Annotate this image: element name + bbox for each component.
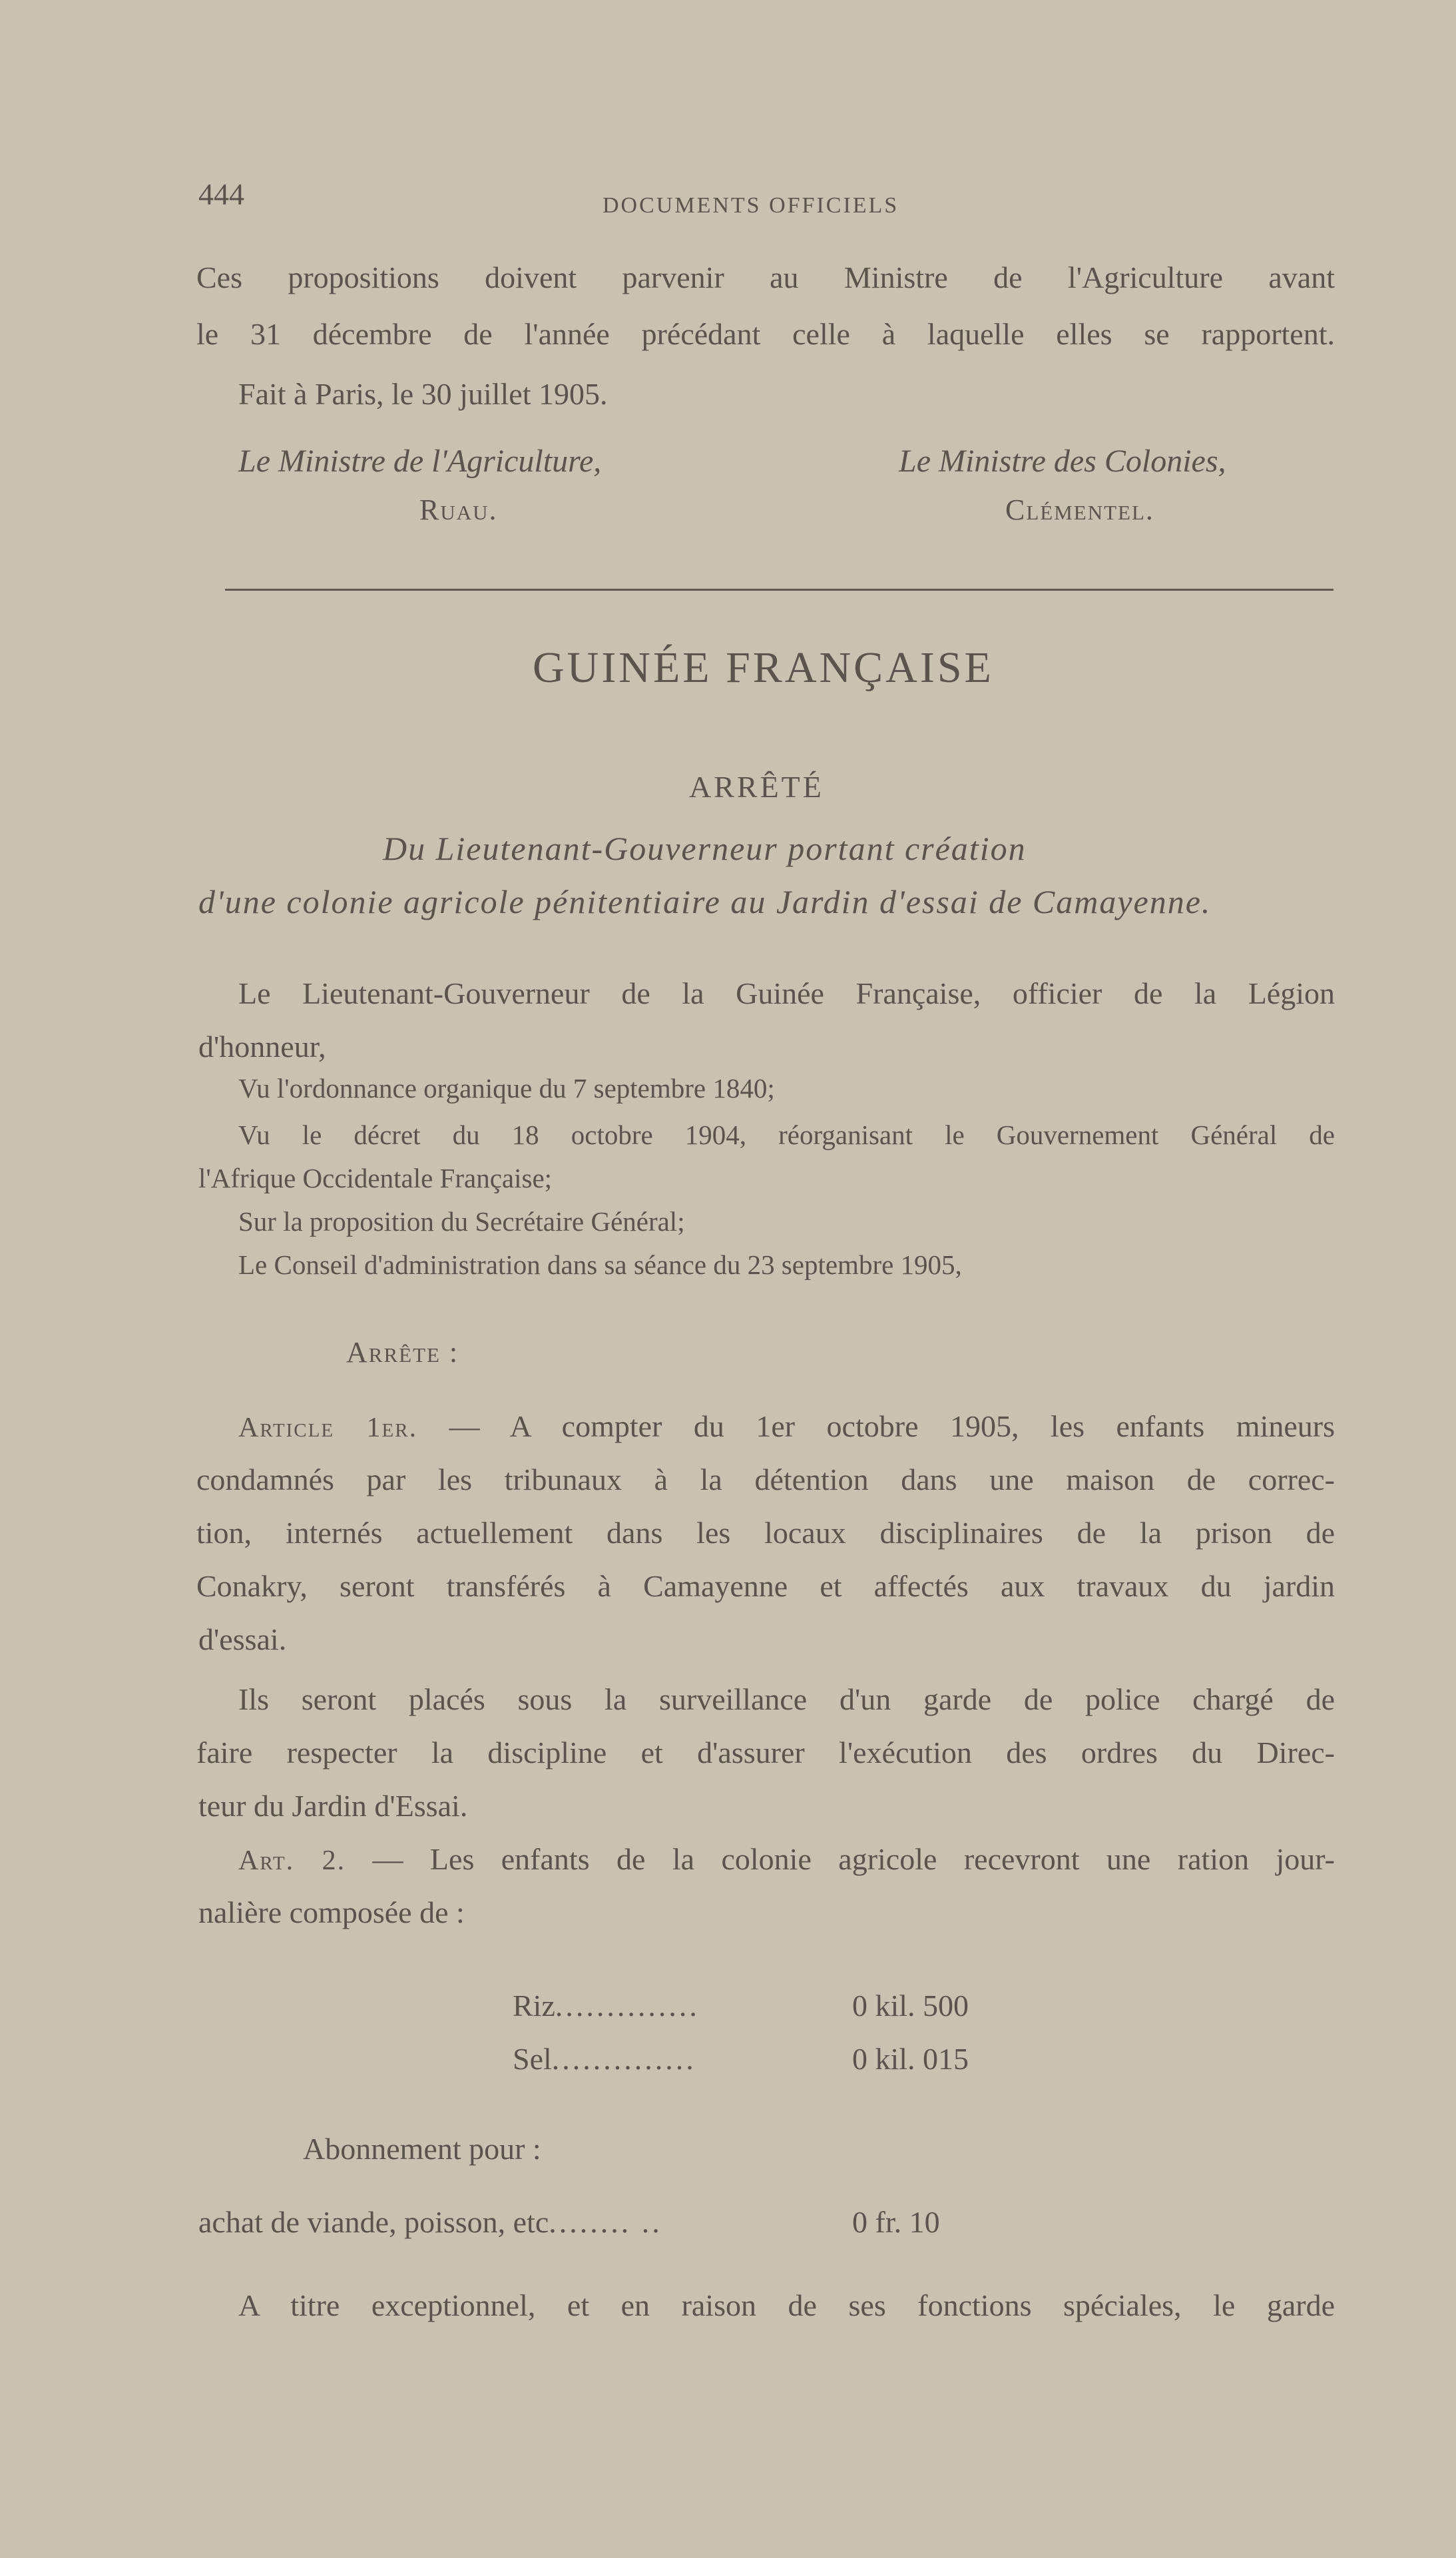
- signature-name-clementel: Clémentel.: [1005, 493, 1154, 526]
- article-2-text-1: — Les enfants de la colonie agricole recevront une ration jour-: [372, 1842, 1335, 1876]
- article-1-p2-line-2: faire respecter la discipline et d'assurer l'exécution des ordres du Direc-: [196, 1736, 1335, 1769]
- vu-ordonnance: Vu l'ordonnance organique du 7 septembre 1840;: [238, 1073, 775, 1104]
- article-1-line-3: tion, internés actuellement dans les locaux disciplinaires de la prison de: [196, 1516, 1335, 1550]
- ration-row: [513, 2041, 696, 2077]
- article-2-line-1: [238, 1841, 1335, 1877]
- ration-qty: 0 kil. 500: [852, 1989, 969, 2023]
- signature-title-colonies: Le Ministre des Colonies,: [899, 444, 1226, 479]
- article-1-text-1: — A compter du 1er octobre 1905, les enfants mineurs: [449, 1409, 1335, 1443]
- ration-leader: ..............: [555, 1989, 700, 2023]
- sur-proposition: Sur la proposition du Secrétaire Général;: [238, 1206, 685, 1237]
- decree-subtitle-2: d'une colonie agricole pénitentiaire au Jardin d'essai de Camayenne.: [198, 883, 1212, 920]
- signature-title-agriculture: Le Ministre de l'Agriculture,: [238, 444, 602, 479]
- decree-subtitle-1: Du Lieutenant-Gouverneur portant création: [383, 830, 1027, 867]
- article-2-line-2: nalière composée de :: [198, 1895, 465, 1929]
- article-1-p2-line-1: Ils seront placés sous la surveillance d'un garde de police chargé de: [238, 1682, 1335, 1716]
- article-1-line-4: Conakry, seront transférés à Camayenne et affectés aux travaux du jardin: [196, 1569, 1335, 1603]
- ration-item: Riz: [513, 1989, 555, 2023]
- page-number: 444: [198, 177, 244, 211]
- abonnement-leader: ........ ..: [549, 2205, 662, 2239]
- abonnement-item: achat de viande, poisson, etc: [198, 2205, 549, 2239]
- running-title: DOCUMENTS OFFICIELS: [603, 193, 899, 218]
- signed-place: Fait à Paris, le 30 juillet 1905.: [238, 377, 608, 411]
- intro-line-1: Ces propositions doivent parvenir au Ministre de l'Agriculture avant: [196, 260, 1335, 294]
- article-1-line-5: d'essai.: [198, 1622, 287, 1656]
- ration-leader: ..............: [551, 2042, 696, 2076]
- article-2-label: Art. 2.: [238, 1845, 346, 1876]
- article-1-line-2: condamnés par les tribunaux à la détention dans une maison de correc-: [196, 1462, 1335, 1496]
- article-1-p2-line-3: teur du Jardin d'Essai.: [198, 1789, 468, 1823]
- preamble-line-1: Le Lieutenant-Gouverneur de la Guinée Française, officier de la Légion: [238, 976, 1335, 1010]
- vu-decret-line-1: Vu le décret du 18 octobre 1904, réorganisant le Gouvernement Général de: [238, 1119, 1335, 1150]
- vu-decret-line-2: l'Afrique Occidentale Française;: [198, 1163, 553, 1193]
- decree-type: ARRÊTÉ: [689, 770, 824, 804]
- intro-line-2: le 31 décembre de l'année précédant celle à laquelle elles se rapportent.: [196, 317, 1335, 351]
- ration-qty: 0 kil. 015: [852, 2042, 969, 2076]
- section-divider: [225, 589, 1334, 591]
- article-1-label: Article 1er.: [238, 1413, 418, 1443]
- ration-item: Sel: [513, 2042, 552, 2076]
- closing-line: A titre exceptionnel, et en raison de ses fonctions spéciales, le garde: [238, 2288, 1335, 2322]
- abonnement-label: Abonnement pour :: [303, 2132, 541, 2166]
- abonnement-qty: 0 fr. 10: [852, 2205, 940, 2239]
- ration-row: [513, 1988, 700, 2023]
- section-title: GUINÉE FRANÇAISE: [533, 643, 994, 692]
- article-1-line-1: [238, 1409, 1335, 1444]
- preamble-line-2: d'honneur,: [198, 1030, 326, 1064]
- arrete-label: Arrête :: [346, 1336, 459, 1369]
- abonnement-row: [198, 2204, 662, 2240]
- conseil-administration: Le Conseil d'administration dans sa séance du 23 septembre 1905,: [238, 1249, 962, 1280]
- signature-name-ruau: Ruau.: [419, 493, 498, 526]
